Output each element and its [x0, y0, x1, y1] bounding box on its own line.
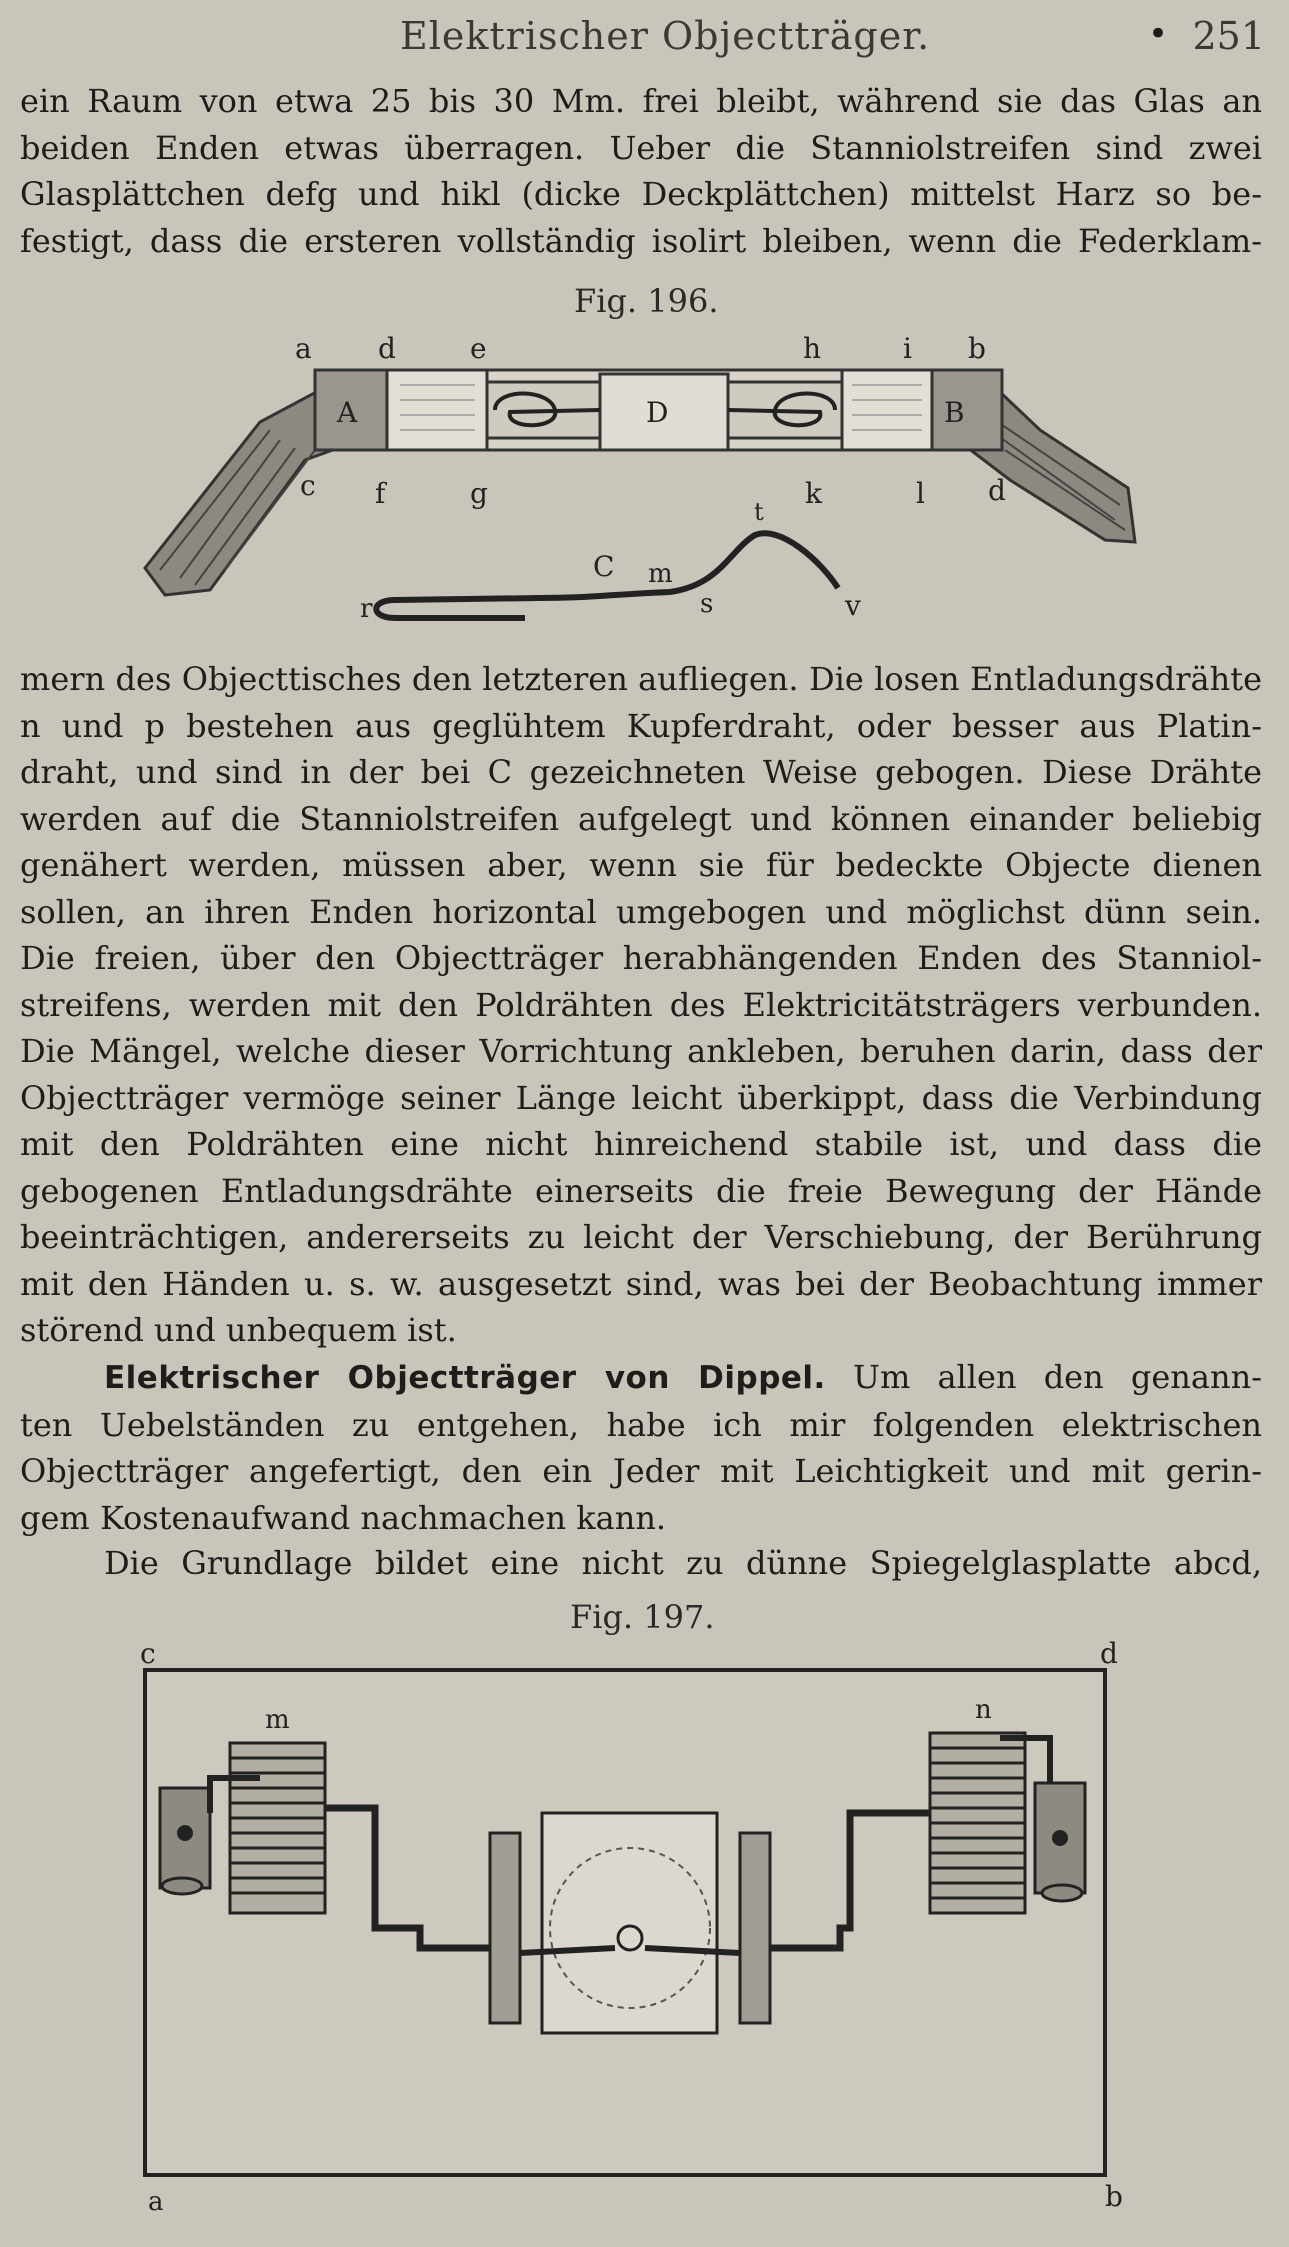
fig196-label: e: [470, 332, 487, 365]
fig197-label: a: [148, 2187, 164, 2217]
text-line: ten Uebelständen zu entgehen, habe ich mir folgenden elektrischen: [20, 1405, 1262, 1444]
text-line: werden auf die Stanniolstreifen aufgelegt und können einander beliebig: [20, 799, 1262, 838]
text-line: Objectträger vermöge seiner Länge leicht überkippt, dass die Verbindung: [20, 1078, 1262, 1117]
fig196-label: D: [646, 396, 669, 429]
text-line: mern des Objecttisches den letzteren aufliegen. Die losen Entladungsdrähte: [20, 660, 1262, 698]
fig196-label: r: [360, 594, 373, 624]
fig196-label: h: [803, 332, 822, 365]
fig196-label: d: [378, 332, 396, 365]
paragraph-4: [20, 1540, 1262, 1587]
text-line: n und p bestehen aus geglühtem Kupferdraht, oder besser aus Platin-: [20, 706, 1262, 745]
fig196-label: s: [700, 589, 714, 619]
text-line: Die Grundlage bildet eine nicht zu dünne Spiegelglasplatte abcd,: [104, 1544, 1262, 1582]
text-line: genähert werden, müssen aber, wenn sie für bedeckte Objecte dienen: [20, 846, 1262, 884]
text-line: Die Mängel, welche dieser Vorrichtung ankleben, beruhen darin, dass der: [20, 1032, 1262, 1070]
text-line: ein Raum von etwa 25 bis 30 Mm. frei bleibt, während sie das Glas an: [20, 82, 1262, 120]
fig196-label: b: [968, 332, 986, 365]
header-mark: •: [1148, 14, 1169, 54]
text-line: Die freien, über den Objectträger herabhängenden Enden des Stanniol-: [20, 939, 1262, 977]
fig196-label: i: [903, 332, 912, 365]
fig197-label: b: [1105, 2180, 1123, 2213]
running-header: [20, 14, 1265, 64]
text-line: beiden Enden etwas überragen. Ueber die Stanniolstreifen sind zwei: [20, 128, 1262, 167]
text-line: mit den Händen u. s. w. ausgesetzt sind, was bei der Beobachtung immer: [20, 1264, 1262, 1303]
fig196-label: g: [470, 477, 488, 510]
fig196-label: f: [375, 477, 386, 510]
text-line: Um allen den genann-: [853, 1358, 1263, 1396]
fig196-label: d: [988, 474, 1006, 507]
text-line: gebogenen Entladungsdrähte einerseits die freie Bewegung der Hände: [20, 1171, 1262, 1210]
text-line: mit den Poldrähten eine nicht hinreichend stabile ist, und dass die: [20, 1125, 1262, 1163]
text-line: Objectträger angefertigt, den ein Jeder mit Leichtigkeit und mit gerin-: [20, 1452, 1262, 1490]
text-line: gem Kostenaufwand nachmachen kann.: [20, 1498, 667, 1537]
fig196-label: B: [944, 396, 965, 429]
paragraph-2: [20, 656, 1262, 1354]
fig196-label: C: [593, 550, 615, 583]
figure-197: [130, 1638, 1140, 2218]
figure-196: [130, 330, 1140, 630]
fig196-label: c: [300, 469, 316, 502]
fig196-label: l: [916, 477, 925, 510]
paragraph-1: [20, 78, 1262, 264]
paragraph-3: [20, 1354, 1262, 1541]
fig197-label: n: [975, 1695, 992, 1725]
fig-196-caption: Fig. 196.: [574, 282, 719, 320]
fig196-label: v: [845, 589, 861, 622]
fig196-label: m: [648, 559, 673, 589]
text-line: draht, und sind in der bei C gezeichneten Weise gebogen. Diese Drähte: [20, 753, 1262, 791]
text-line: festigt, dass die ersteren vollständig isolirt bleiben, wenn die Federklam-: [20, 221, 1262, 260]
fig197-label: m: [265, 1705, 290, 1735]
fig197-label: d: [1100, 1638, 1118, 1670]
fig197-label: c: [140, 1638, 156, 1670]
fig196-label: A: [337, 396, 358, 429]
fig196-label: a: [295, 332, 312, 365]
text-line: störend und unbequem ist.: [20, 1311, 457, 1349]
fig196-label: k: [805, 477, 822, 510]
text-line: sollen, an ihren Enden horizontal umgebogen und möglichst dünn sein.: [20, 892, 1262, 931]
section-heading: Elektrischer Objectträger von Dippel.: [104, 1360, 826, 1396]
text-line: streifens, werden mit den Poldrähten des Elektricitätsträgers verbunden.: [20, 985, 1262, 1024]
fig-197-caption: Fig. 197.: [570, 1598, 715, 1636]
text-line: beeinträchtigen, andererseits zu leicht der Verschiebung, der Berührung: [20, 1218, 1262, 1256]
page-number: 251: [1192, 14, 1265, 58]
header-title: Elektrischer Objectträger.: [400, 14, 931, 58]
fig196-label: t: [754, 498, 764, 526]
text-line: Glasplättchen defg und hikl (dicke Deckplättchen) mittelst Harz so be-: [20, 175, 1262, 213]
